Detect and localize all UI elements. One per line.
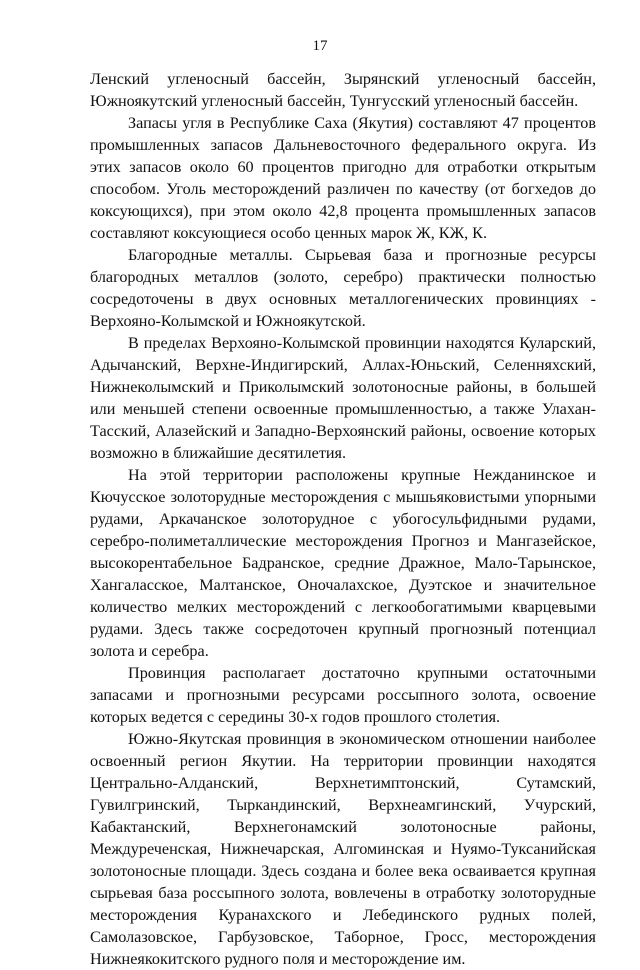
body-text [90, 68, 596, 970]
paragraph-precious-metals: Благородные металлы. Сырьевая база и прогнозные ресурсы благородных металлов (золото, серебро) практически полностью сосредоточены в двух основных металлогенических провинциях - Верхояно-Колымской и Южноякутской. [90, 246, 596, 330]
paragraph-verkhoyano-kolyma-districts: В пределах Верхояно-Колымской провинции находятся Куларский, Адычанский, Верхне-Индигирский, Аллах-Юньский, Селенняхский, Нижнеколымский и Приколымский золотоносные районы, в большей или меньшей степени освоенные промышленностью, а также Улахан-Тасский, Алазейский и Западно-Верхоянский районы, освоение которых возможно в ближайшие десятилетия. [90, 334, 596, 462]
page-number: 17 [312, 38, 328, 54]
paragraph-coal-basins: Ленский угленосный бассейн, Зырянский угленосный бассейн, Южноякутский угленосный бассейн, Тунгусский угленосный бассейн. [90, 70, 596, 110]
paragraph-south-yakutia: Южно-Якутская провинция в экономическом отношении наиболее освоенный регион Якутии. На территории провинции находятся Центрально-Алданский, Верхнетимптонский, Сутамский, Гувилгринский, Тыркандинский, Верхнеамгинский, Учурский, Кабактанский, Верхнегонамский золотоносные районы, Междуреченская, Нижнечарская, Алгоминская и Нуямо-Туксанийская золотоносные площади. Здесь создана и более века осваивается крупная сырьевая база россыпного золота, вовлечены в отработку золоторудные месторождения Куранахского и Лебединского рудных полей, Самолазовское, Гарбузовское, Таборное, Гросс, месторождения Нижнеякокитского рудного поля и месторождение им. [90, 730, 596, 968]
paragraph-placer-gold: Провинция располагает достаточно крупными остаточными запасами и прогнозными ресурсами россыпного золота, освоение которых ведется с середины 30-х годов прошлого столетия. [90, 664, 596, 726]
paragraph-coal-reserves: Запасы угля в Республике Саха (Якутия) составляют 47 процентов промышленных запасов Дальневосточного федерального округа. Из этих запасов около 60 процентов пригодно для отработки открытым способом. Уголь месторождений различен по качеству (от богхедов до коксующихся), при этом около 42,8 процента промышленных запасов составляют коксующиеся особо ценных марок Ж, КЖ, К. [90, 114, 596, 242]
paragraph-deposits: На этой территории расположены крупные Нежданинское и Кючусское золоторудные месторождения с мышьяковистыми упорными рудами, Аркачанское золоторудное с убогосульфидными рудами, серебро-полиметаллические месторождения Прогноз и Мангазейское, высокорентабельное Бадранское, средние Дражное, Мало-Тарынское, Хангаласское, Малтанское, Оночалахское, Дуэтское и значительное количество мелких месторождений с легкообогатимыми кварцевыми рудами. Здесь также сосредоточен крупный прогнозный потенциал золота и серебра. [90, 466, 596, 660]
